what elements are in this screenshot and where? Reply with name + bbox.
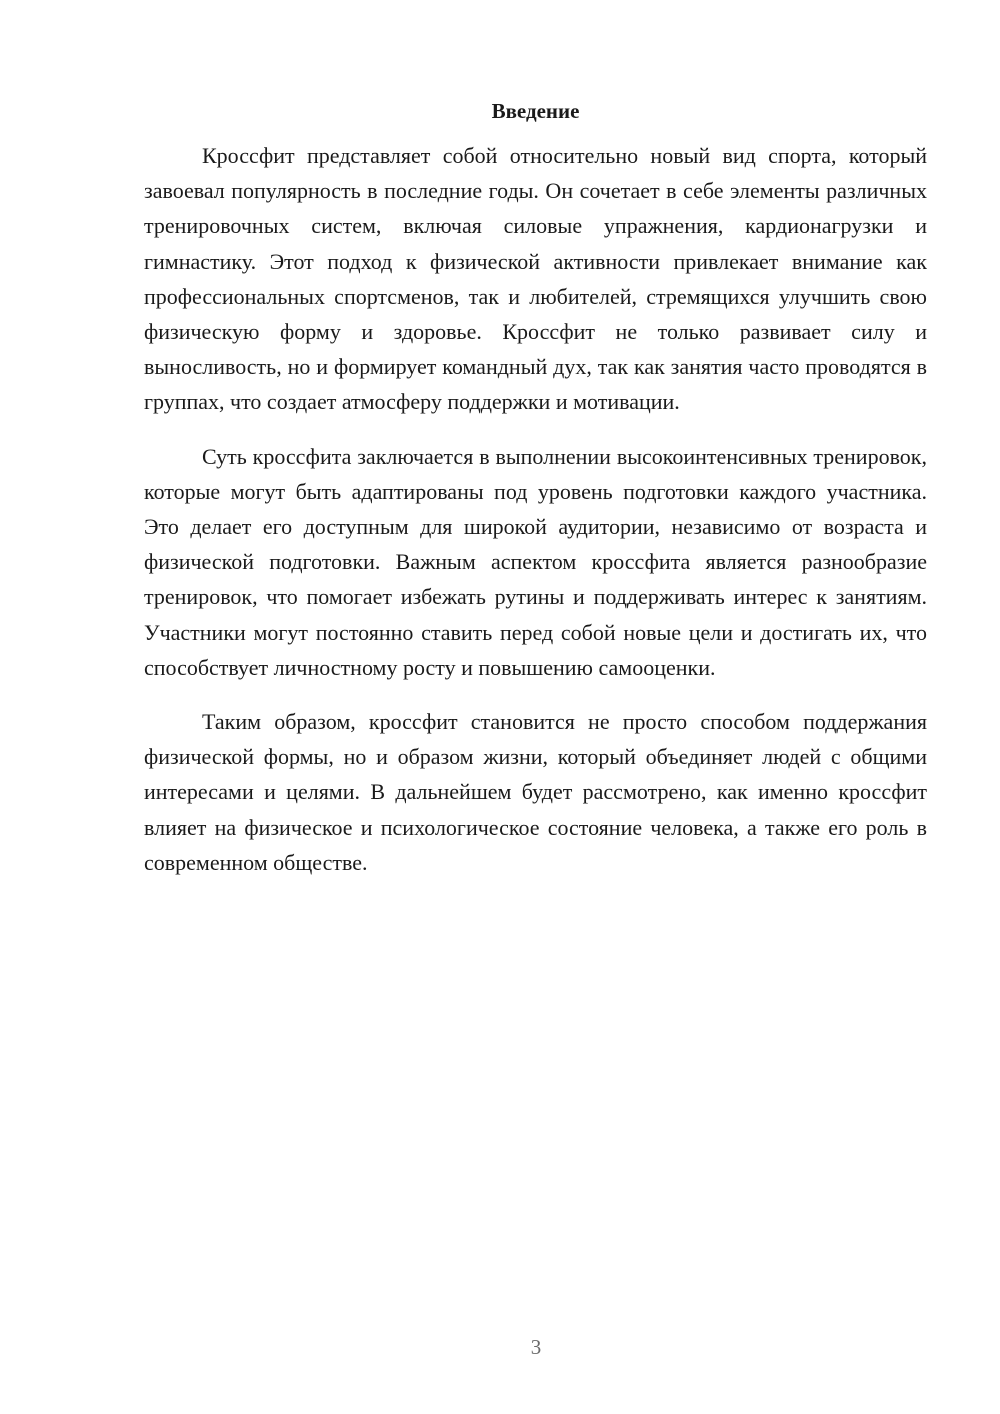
paragraph-3: Таким образом, кроссфит становится не просто способом поддержания физической формы, но и образом жизни, который объединяет людей с общими интересами и целями. В дальнейшем будет рассмотрено, как именно кроссфит влияет на физическое и психологическое состояние человека, а также его роль в современном обществе. [144,709,927,875]
paragraph-2: Суть кроссфита заключается в выполнении высокоинтенсивных тренировок, которые могут быть адаптированы под уровень подготовки каждого участника. Это делает его доступным для широкой аудитории, независимо от возраста и физической подготовки. Важным аспектом кроссфита является разнообразие тренировок, что помогает избежать рутины и поддерживать интерес к занятиям. Участники могут постоянно ставить перед собой новые цели и достигать их, что способствует личностному росту и повышению самооценки. [144,443,927,680]
page-number: 3 [530,1335,542,1359]
page-content [144,96,927,899]
section-title: Введение [491,99,580,123]
paragraph-1: Кроссфит представляет собой относительно новый вид спорта, который завоевал популярность в последние годы. Он сочетает в себе элементы различных тренировочных систем, включая силовые упражнения, кардионагрузки и гимнастику. Этот подход к физической активности привлекает внимание как профессиональных спортсменов, так и любителей, стремящихся улучшить свою физическую форму и здоровье. Кроссфит не только развивает силу и выносливость, но и формирует командный дух, так как занятия часто проводятся в группах, что создает атмосферу поддержки и мотивации. [144,143,927,415]
